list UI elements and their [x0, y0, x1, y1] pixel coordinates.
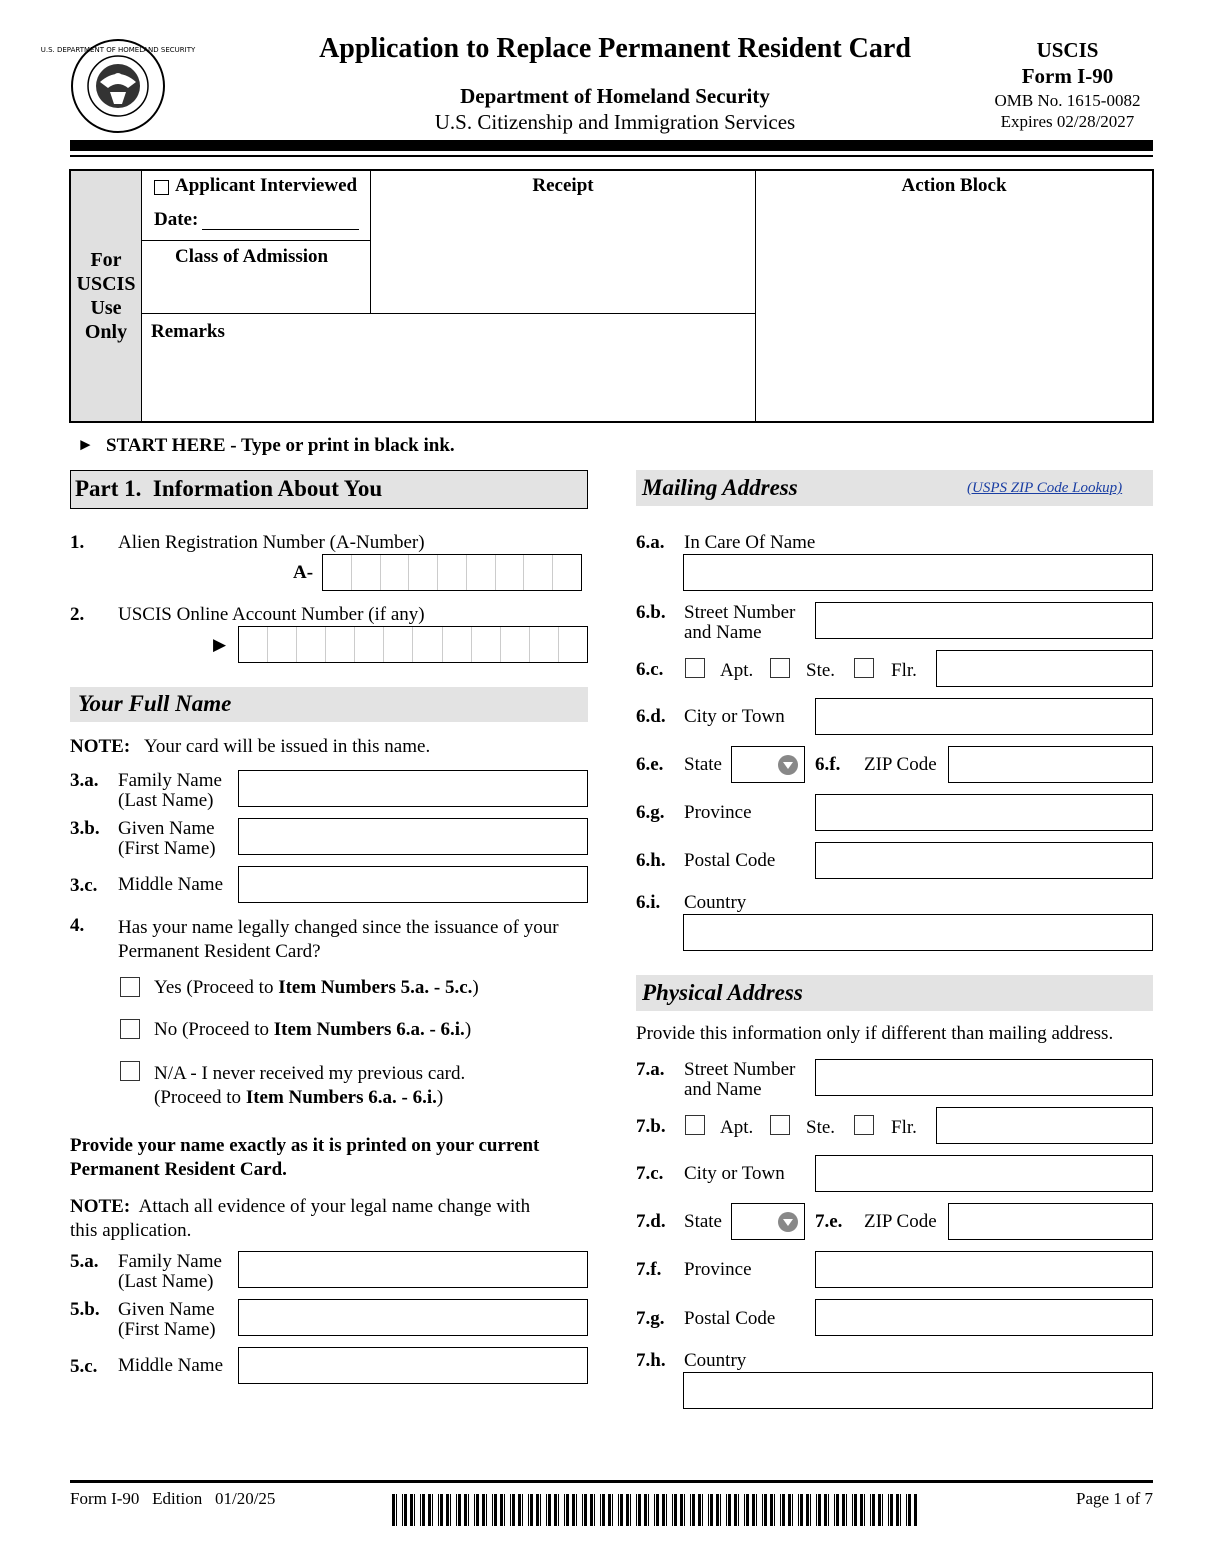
full-name-section-title: Your Full Name [78, 691, 232, 716]
item-4-label: Has your name legally changed since the issuance of your Permanent Resident Card? [118, 917, 559, 962]
physical-address-intro: Provide this information only if different than mailing address. [636, 1023, 1114, 1044]
physical-country-input[interactable] [683, 1372, 1153, 1409]
item-6i-number: 6.i. [636, 892, 661, 913]
chevron-down-icon [778, 1212, 798, 1232]
header-rule [70, 140, 1153, 151]
part1-title: Part 1. Information About You [75, 476, 383, 501]
physical-street-input[interactable] [815, 1059, 1153, 1096]
omb-number: OMB No. 1615-0082 [994, 91, 1141, 110]
item-7e-label: ZIP Code [864, 1211, 937, 1232]
mailing-apt-checkbox[interactable] [685, 658, 705, 678]
footer-rule [70, 1480, 1153, 1483]
item-7h-label: Country [684, 1350, 747, 1371]
footer-edition: Form I-90 Edition 01/20/25 [70, 1489, 276, 1508]
applicant-interviewed-label: Applicant Interviewed [175, 175, 358, 196]
physical-unit-number-input[interactable] [936, 1107, 1153, 1144]
item-6d-number: 6.d. [636, 706, 666, 727]
item-3a-number: 3.a. [70, 770, 99, 791]
mailing-address-title: Mailing Address [642, 475, 798, 500]
item-7d-label: State [684, 1211, 722, 1232]
note-text: Your card will be issued in this name. [144, 736, 431, 757]
physical-flr-label: Flr. [891, 1117, 917, 1138]
item-7f-number: 7.f. [636, 1259, 662, 1280]
item-7a-label: Street Number and Name [684, 1059, 796, 1100]
provide-name-instruction: Provide your name exactly as it is printed on your current Permanent Resident Card. [70, 1135, 540, 1180]
item-6g-label: Province [684, 802, 752, 823]
item-6a-label: In Care Of Name [684, 532, 816, 553]
name-changed-yes-label: Yes (Proceed to Item Numbers 5.a. - 5.c.) [154, 977, 479, 998]
applicant-interviewed-checkbox[interactable] [154, 180, 169, 195]
name-changed-yes-checkbox[interactable] [120, 977, 140, 997]
mailing-ste-label: Ste. [806, 660, 836, 681]
mailing-city-input[interactable] [815, 698, 1153, 735]
given-name-input[interactable] [238, 818, 588, 855]
item-7d-number: 7.d. [636, 1211, 666, 1232]
a-number-prefix: A- [293, 562, 314, 583]
svg-text:U.S. DEPARTMENT OF HOMELAND SE: U.S. DEPARTMENT OF HOMELAND SECURITY [40, 46, 196, 54]
receipt-label: Receipt [532, 175, 594, 196]
item-6i-label: Country [684, 892, 747, 913]
mailing-state-select[interactable] [731, 746, 805, 783]
item-5c-label: Middle Name [118, 1355, 224, 1376]
name-changed-no-checkbox[interactable] [120, 1019, 140, 1039]
item-5b-label: Given Name (First Name) [118, 1299, 216, 1340]
item-3a-label: Family Name (Last Name) [118, 770, 222, 811]
item-7b-number: 7.b. [636, 1116, 666, 1137]
a-number-input[interactable] [322, 554, 582, 591]
barcode [390, 1494, 918, 1526]
name-changed-na-checkbox[interactable] [120, 1061, 140, 1081]
class-of-admission-label: Class of Admission [175, 246, 329, 267]
page-number: Page 1 of 7 [1076, 1489, 1153, 1508]
form-title: Application to Replace Permanent Resident Card [319, 33, 911, 64]
name-changed-na-label: N/A - I never received my previous card. (Proceed to Item Numbers 6.a. - 6.i.) [154, 1063, 466, 1108]
item-3c-label: Middle Name [118, 874, 224, 895]
physical-zip-input[interactable] [948, 1203, 1153, 1240]
item-3c-number: 3.c. [70, 875, 98, 896]
mailing-street-input[interactable] [815, 602, 1153, 639]
mailing-postal-code-input[interactable] [815, 842, 1153, 879]
prior-given-name-input[interactable] [238, 1299, 588, 1336]
item-7a-number: 7.a. [636, 1059, 665, 1080]
start-here-arrow: ► [77, 435, 94, 454]
item-6d-label: City or Town [684, 706, 785, 727]
item-5a-label: Family Name (Last Name) [118, 1251, 222, 1292]
prior-middle-name-input[interactable] [238, 1347, 588, 1384]
family-name-input[interactable] [238, 770, 588, 807]
physical-city-input[interactable] [815, 1155, 1153, 1192]
item-4-number: 4. [70, 915, 85, 936]
item-7c-label: City or Town [684, 1163, 785, 1184]
online-account-number-input[interactable] [238, 626, 588, 663]
item-6h-label: Postal Code [684, 850, 776, 871]
note-label: NOTE: [70, 736, 131, 757]
item-2-number: 2. [70, 604, 85, 625]
item-6c-number: 6.c. [636, 659, 664, 680]
item-3b-label: Given Name (First Name) [118, 818, 216, 859]
physical-province-input[interactable] [815, 1251, 1153, 1288]
prior-family-name-input[interactable] [238, 1251, 588, 1288]
office-use-block [69, 169, 1154, 423]
item-5c-number: 5.c. [70, 1356, 98, 1377]
mailing-country-input[interactable] [683, 914, 1153, 951]
item-5b-number: 5.b. [70, 1299, 100, 1320]
physical-ste-label: Ste. [806, 1117, 836, 1138]
physical-state-select[interactable] [731, 1203, 805, 1240]
expiration-date: Expires 02/28/2027 [1000, 112, 1135, 131]
mailing-unit-number-input[interactable] [936, 650, 1153, 687]
chevron-down-icon [778, 755, 798, 775]
mailing-apt-label: Apt. [720, 660, 754, 681]
dhs-seal [40, 38, 196, 134]
mailing-ste-checkbox[interactable] [770, 658, 790, 678]
item-6a-number: 6.a. [636, 532, 665, 553]
mailing-province-input[interactable] [815, 794, 1153, 831]
item-6e-number: 6.e. [636, 754, 664, 775]
item-6g-number: 6.g. [636, 802, 665, 823]
usps-zip-lookup-link[interactable]: (USPS ZIP Code Lookup) [967, 480, 1123, 496]
item-6f-label: ZIP Code [864, 754, 937, 775]
in-care-of-name-input[interactable] [683, 554, 1153, 591]
item-6e-label: State [684, 754, 722, 775]
item-7c-number: 7.c. [636, 1163, 664, 1184]
item-3b-number: 3.b. [70, 818, 100, 839]
online-account-arrow-icon: ▶ [213, 635, 227, 654]
physical-apt-label: Apt. [720, 1117, 754, 1138]
physical-ste-checkbox[interactable] [770, 1115, 790, 1135]
mailing-flr-label: Flr. [891, 660, 917, 681]
date-label: Date: [154, 209, 199, 230]
middle-name-input[interactable] [238, 866, 588, 903]
name-changed-no-label: No (Proceed to Item Numbers 6.a. - 6.i.) [154, 1019, 472, 1040]
item-5a-number: 5.a. [70, 1251, 99, 1272]
date-line[interactable] [202, 229, 359, 230]
department-name: Department of Homeland Security [460, 84, 770, 108]
header-rule-thin [70, 155, 1153, 157]
start-here-instruction: START HERE - Type or print in black ink. [106, 435, 455, 456]
item-1-label: Alien Registration Number (A-Number) [118, 532, 425, 553]
item-6f-number: 6.f. [815, 754, 841, 775]
mailing-flr-checkbox[interactable] [854, 658, 874, 678]
office-use-label: For USCIS Use Only [76, 249, 136, 343]
remarks-label: Remarks [151, 321, 225, 342]
item-6b-number: 6.b. [636, 602, 666, 623]
physical-apt-checkbox[interactable] [685, 1115, 705, 1135]
item-2-label: USCIS Online Account Number (if any) [118, 604, 425, 625]
item-6h-number: 6.h. [636, 850, 666, 871]
physical-address-title: Physical Address [642, 980, 803, 1005]
item-7f-label: Province [684, 1259, 752, 1280]
uscis-label: USCIS [1036, 38, 1099, 62]
item-1-number: 1. [70, 532, 85, 553]
physical-postal-code-input[interactable] [815, 1299, 1153, 1336]
action-block-label: Action Block [901, 175, 1007, 196]
mailing-zip-input[interactable] [948, 746, 1153, 783]
form-number: Form I-90 [1021, 64, 1114, 88]
item-7g-number: 7.g. [636, 1308, 665, 1329]
agency-name: U.S. Citizenship and Immigration Services [434, 110, 796, 134]
name-change-note: NOTE: Attach all evidence of your legal name change with this application. [70, 1196, 531, 1241]
item-7h-number: 7.h. [636, 1350, 666, 1371]
physical-flr-checkbox[interactable] [854, 1115, 874, 1135]
item-6b-label: Street Number and Name [684, 602, 796, 643]
item-7e-number: 7.e. [815, 1211, 843, 1232]
item-7g-label: Postal Code [684, 1308, 776, 1329]
